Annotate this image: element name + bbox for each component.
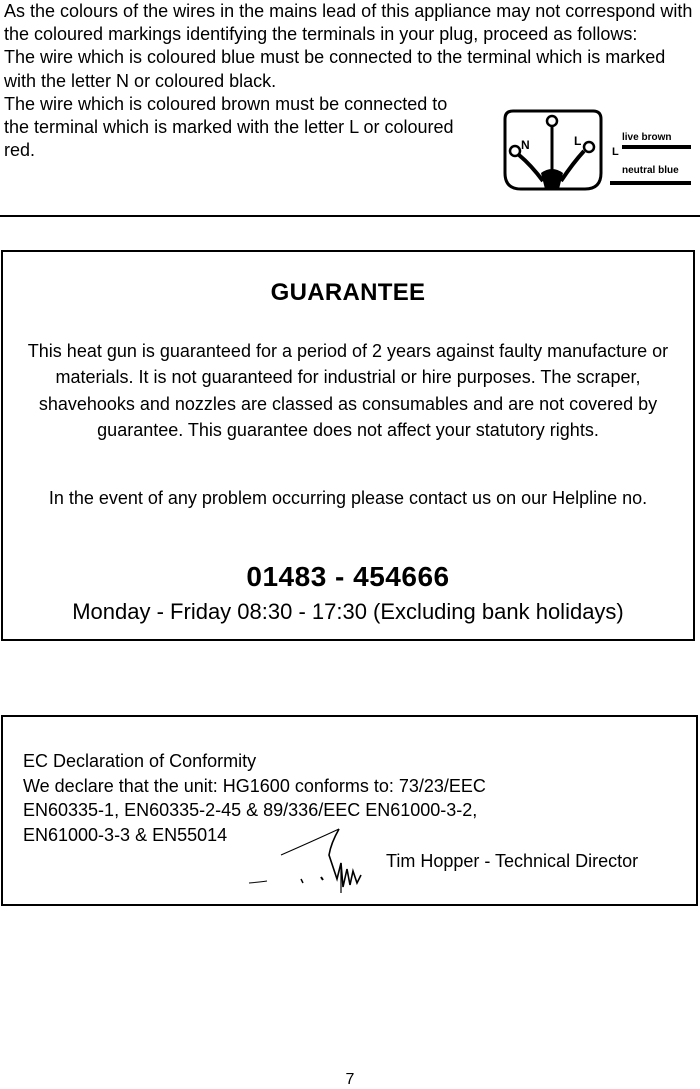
helpline-hours: Monday - Friday 08:30 - 17:30 (Excluding bank holidays) [72,599,624,624]
neutral-terminal-icon [510,146,520,156]
guarantee-contact-text: In the event of any problem occurring please contact us on our Helpline no. [48,488,648,508]
guarantee-title: GUARANTEE [270,279,426,306]
neutral-blue-label: neutral blue [622,165,679,176]
ec-statement: We declare that the unit: HG1600 conforms to: 73/23/EEC [23,775,486,796]
earth-terminal-icon [547,116,557,126]
helpline-number: 01483 - 454666 [246,561,450,592]
ec-declaration-box [1,715,698,906]
wiring-intro: As the colours of the wires in the mains lead of this appliance may not correspond with the coloured markings identifying the terminals in your plug, proceed as follows: [4,1,693,45]
terminal-n-label: N [521,138,530,152]
section-divider [0,215,700,217]
ec-standards-line-2: EN61000-3-3 & EN55014 [23,824,228,845]
terminal-l-label: L [574,134,582,148]
ec-title: EC Declaration of Conformity [23,751,257,771]
page-number: 7 [345,1071,355,1088]
live-brown-label: live brown [622,132,672,143]
wiring-brown-wire: The wire which is coloured brown must be connected to the terminal which is marked with the letter L or coloured red. [4,93,454,161]
guarantee-terms: This heat gun is guaranteed for a period of 2 years against faulty manufacture or materials. It is not guaranteed for industrial or hire purposes. The scraper, shavehooks and nozzles are classed as consumables and are not covered by guarantee. This guarantee does not affect your statutory rights. [27,341,669,440]
signatory-name: Tim Hopper - Technical Director [386,851,639,871]
signature-image [247,827,372,899]
live-terminal-icon [584,142,594,152]
wiring-blue-wire: The wire which is coloured blue must be connected to the terminal which is marked with the letter N or coloured black. [4,47,666,91]
plug-wiring-diagram [497,107,697,193]
live-letter-label: L [612,146,619,158]
guarantee-box [1,250,695,641]
ec-standards-line-1: EN60335-1, EN60335-2-45 & 89/336/EEC EN61000-3-2, [23,800,478,820]
